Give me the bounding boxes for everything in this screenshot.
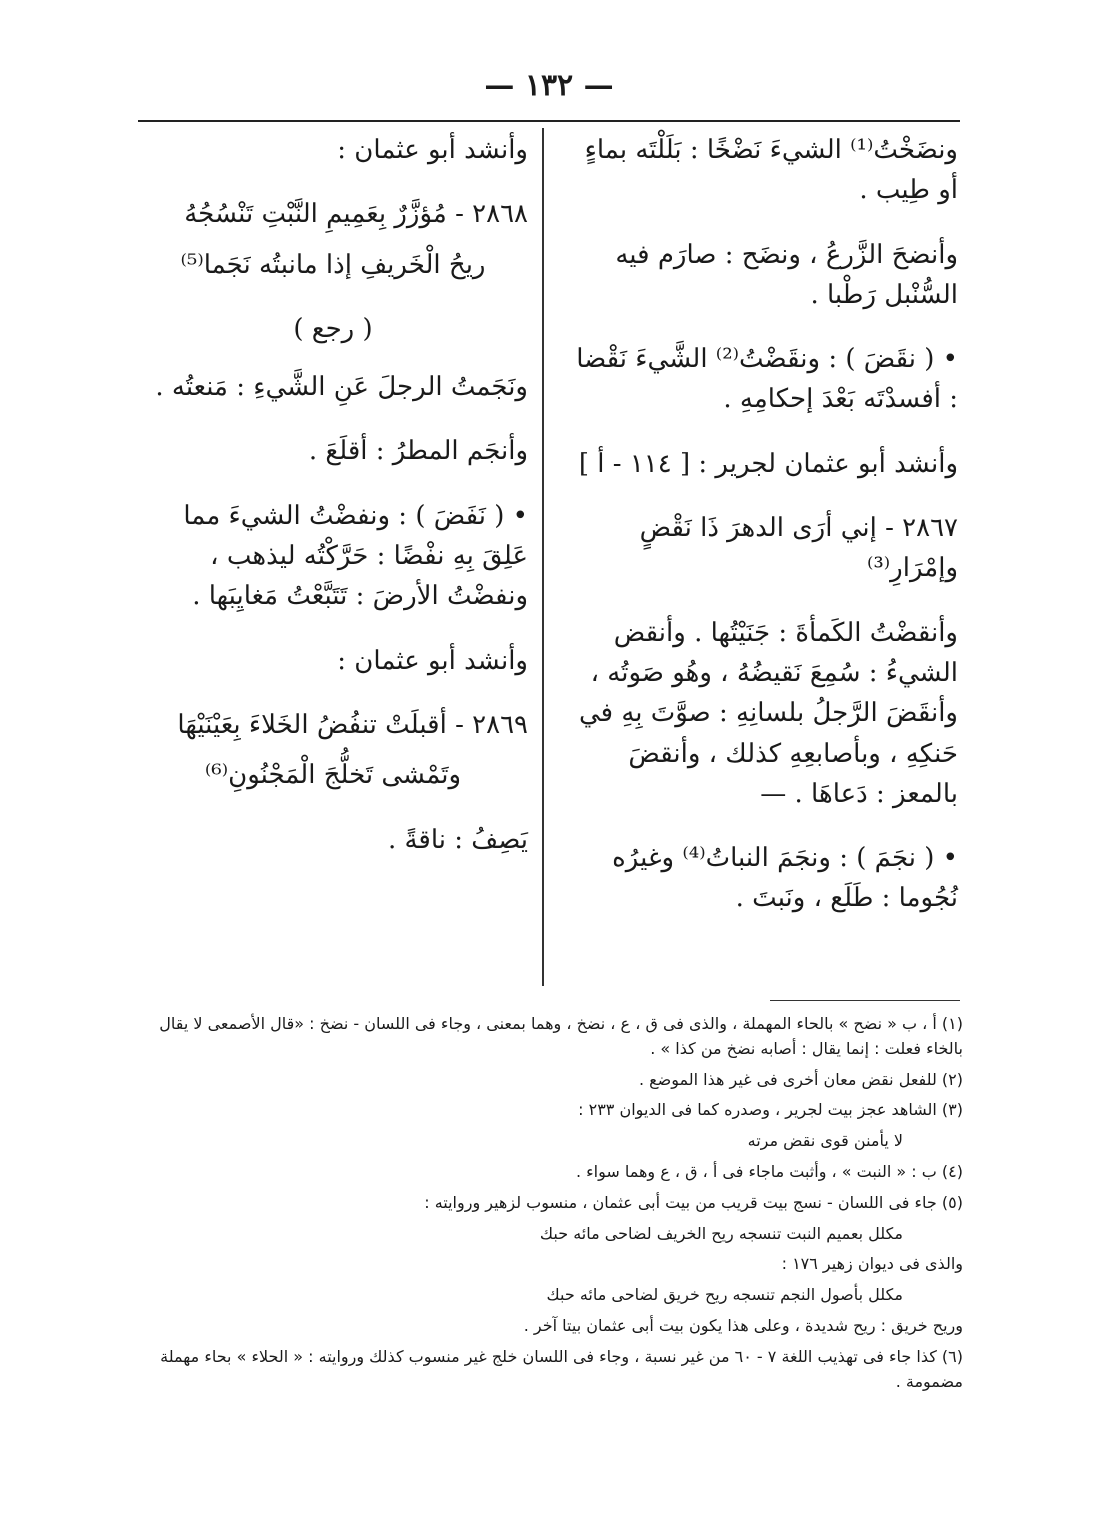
footnote-quote: لا يأمنن قوى نقض مرته bbox=[747, 1131, 903, 1151]
left-column bbox=[138, 130, 528, 884]
verse: وتَمْشى تَخلُّجَ الْمَجْنُونِ⁽⁶⁾ bbox=[204, 760, 462, 791]
paragraph: يَصِفُ : ناقةً . bbox=[387, 824, 528, 855]
footnote: (٣) الشاهد عجز بيت لجرير ، وصدره كما فى الديوان ٢٣٣ : bbox=[578, 1100, 963, 1120]
paragraph: وأنجَم المطرُ : أقلَعَ . bbox=[308, 436, 528, 467]
verse: ٢٨٦٩ - أقبلَتْ تنفُضُ الخَلاءَ بِعَيْنَيْهَا bbox=[177, 709, 528, 740]
footnote-quote: مكلل بأصول النجم تنسجه ريح خريق لضاحى مائه حبك bbox=[546, 1285, 903, 1305]
paragraph: وأنشد أبو عثمان : bbox=[337, 135, 528, 165]
paragraph: ونضَخْتُ⁽¹⁾ الشيءَ نَضْخًا : بَلَلْتَه بماءٍ أو طِيب . bbox=[584, 135, 958, 206]
paragraph: وأنضحَ الزَّرعُ ، ونضَح : صارَم فيه السُّنْبل رَطْبا . bbox=[615, 239, 958, 310]
footnote: (٦) كذا جاء فى تهذيب اللغة ٧ - ٦٠ من غير نسبة ، وجاء فى اللسان خلج غير منسوب كذلك وروايته : « الحلاء » بحاء مهملة مضمومة . bbox=[160, 1346, 963, 1391]
right-column bbox=[562, 130, 958, 943]
paragraph: وأنشد أبو عثمان : bbox=[337, 645, 528, 676]
paragraph: وأنقضْتُ الكَمأةَ : جَنَيْتُها . وأنقض الشيءُ : سُمِعَ نَقيضُهُ ، وهُو صَوتُه ، وأنقَضَ الرَّجلُ بلسانِهِ : صوَّتَ بِهِ في حَنكِهِ ، وبأصابعِهِ كذلك ، وأنقضَ بالمعز : دَعاهَا . — bbox=[578, 617, 958, 809]
section-heading: ( رجع ) bbox=[293, 313, 373, 344]
verse: ريحُ الْخَريفِ إذا مانبتُه نَجَما⁽⁵⁾ bbox=[180, 249, 486, 280]
footnote: وريح خريق : ريح شديدة ، وعلى هذا يكون بيت أبى عثمان بيتا آخر . bbox=[523, 1315, 963, 1335]
footnote: (٤) ب : « النبت » ، وأثبت ماجاء فى أ ، ق ، ع وهما سواء . bbox=[575, 1161, 963, 1181]
footnotes bbox=[135, 1012, 963, 1400]
verse: ٢٨٦٧ - إني أرَى الدهرَ ذَا نَقْضٍ وإمْرَارِ⁽³⁾ bbox=[639, 513, 958, 584]
footnote: (١) أ ، ب « نضح » بالحاء المهملة ، والذى فى ق ، ع ، نضخ ، وهما بمعنى ، وجاء فى اللسان - نضخ : «قال الأصمعى لا يقال بالخاء فعلت : إنما يقال : أصابه نضخ من كذا » . bbox=[159, 1014, 963, 1058]
paragraph: • ( نَفَضَ ) : ونفضْتُ الشيءَ مما عَلِقَ بِهِ نفْضًا : حَرَّكْتُه ليذهب ، ونفضْتُ الأرضَ : تَتَبَّعْتُ مَغايِبَها . bbox=[183, 500, 528, 612]
paragraph: • ( نقَضَ ) : ونقَضْتُ⁽²⁾ الشَّيءَ نَقْضا : أفسدْتَه بَعْدَ إحكامِهِ . bbox=[576, 344, 958, 415]
column-divider bbox=[542, 128, 544, 986]
paragraph: وأنشد أبو عثمان لجرير : [ ١١٤ - أ ] bbox=[578, 448, 958, 479]
paragraph: • ( نجَمَ ) : ونجَمَ النباتُ⁽⁴⁾ وغيرُه نُجُوما : طَلَع ، ونَبتَ . bbox=[612, 843, 958, 914]
paragraph: ونَجَمتُ الرجلَ عَنِ الشَّيءِ : مَنعتُه . bbox=[155, 372, 528, 403]
header-rule bbox=[138, 120, 960, 122]
footnote-quote: مكلل بعميم النبت تنسجه ريح الخريف لضاحى مائه حبك bbox=[539, 1223, 903, 1243]
page-number: — ١٣٢ — bbox=[484, 68, 614, 103]
footnote-rule bbox=[770, 1000, 960, 1001]
footnote: (٥) جاء فى اللسان - نسج بيت قريب من بيت أبى عثمان ، منسوب لزهير وروايته : bbox=[424, 1192, 963, 1212]
footnote: والذى فى ديوان زهير ١٧٦ : bbox=[781, 1254, 963, 1274]
verse: ٢٨٦٨ - مُؤزَّرٌ بِعَمِيمِ النَّبْتِ تَنْسُجُهُ bbox=[184, 199, 528, 230]
footnote: (٢) للفعل نقض معان أخرى فى غير هذا الموضع . bbox=[638, 1069, 963, 1089]
